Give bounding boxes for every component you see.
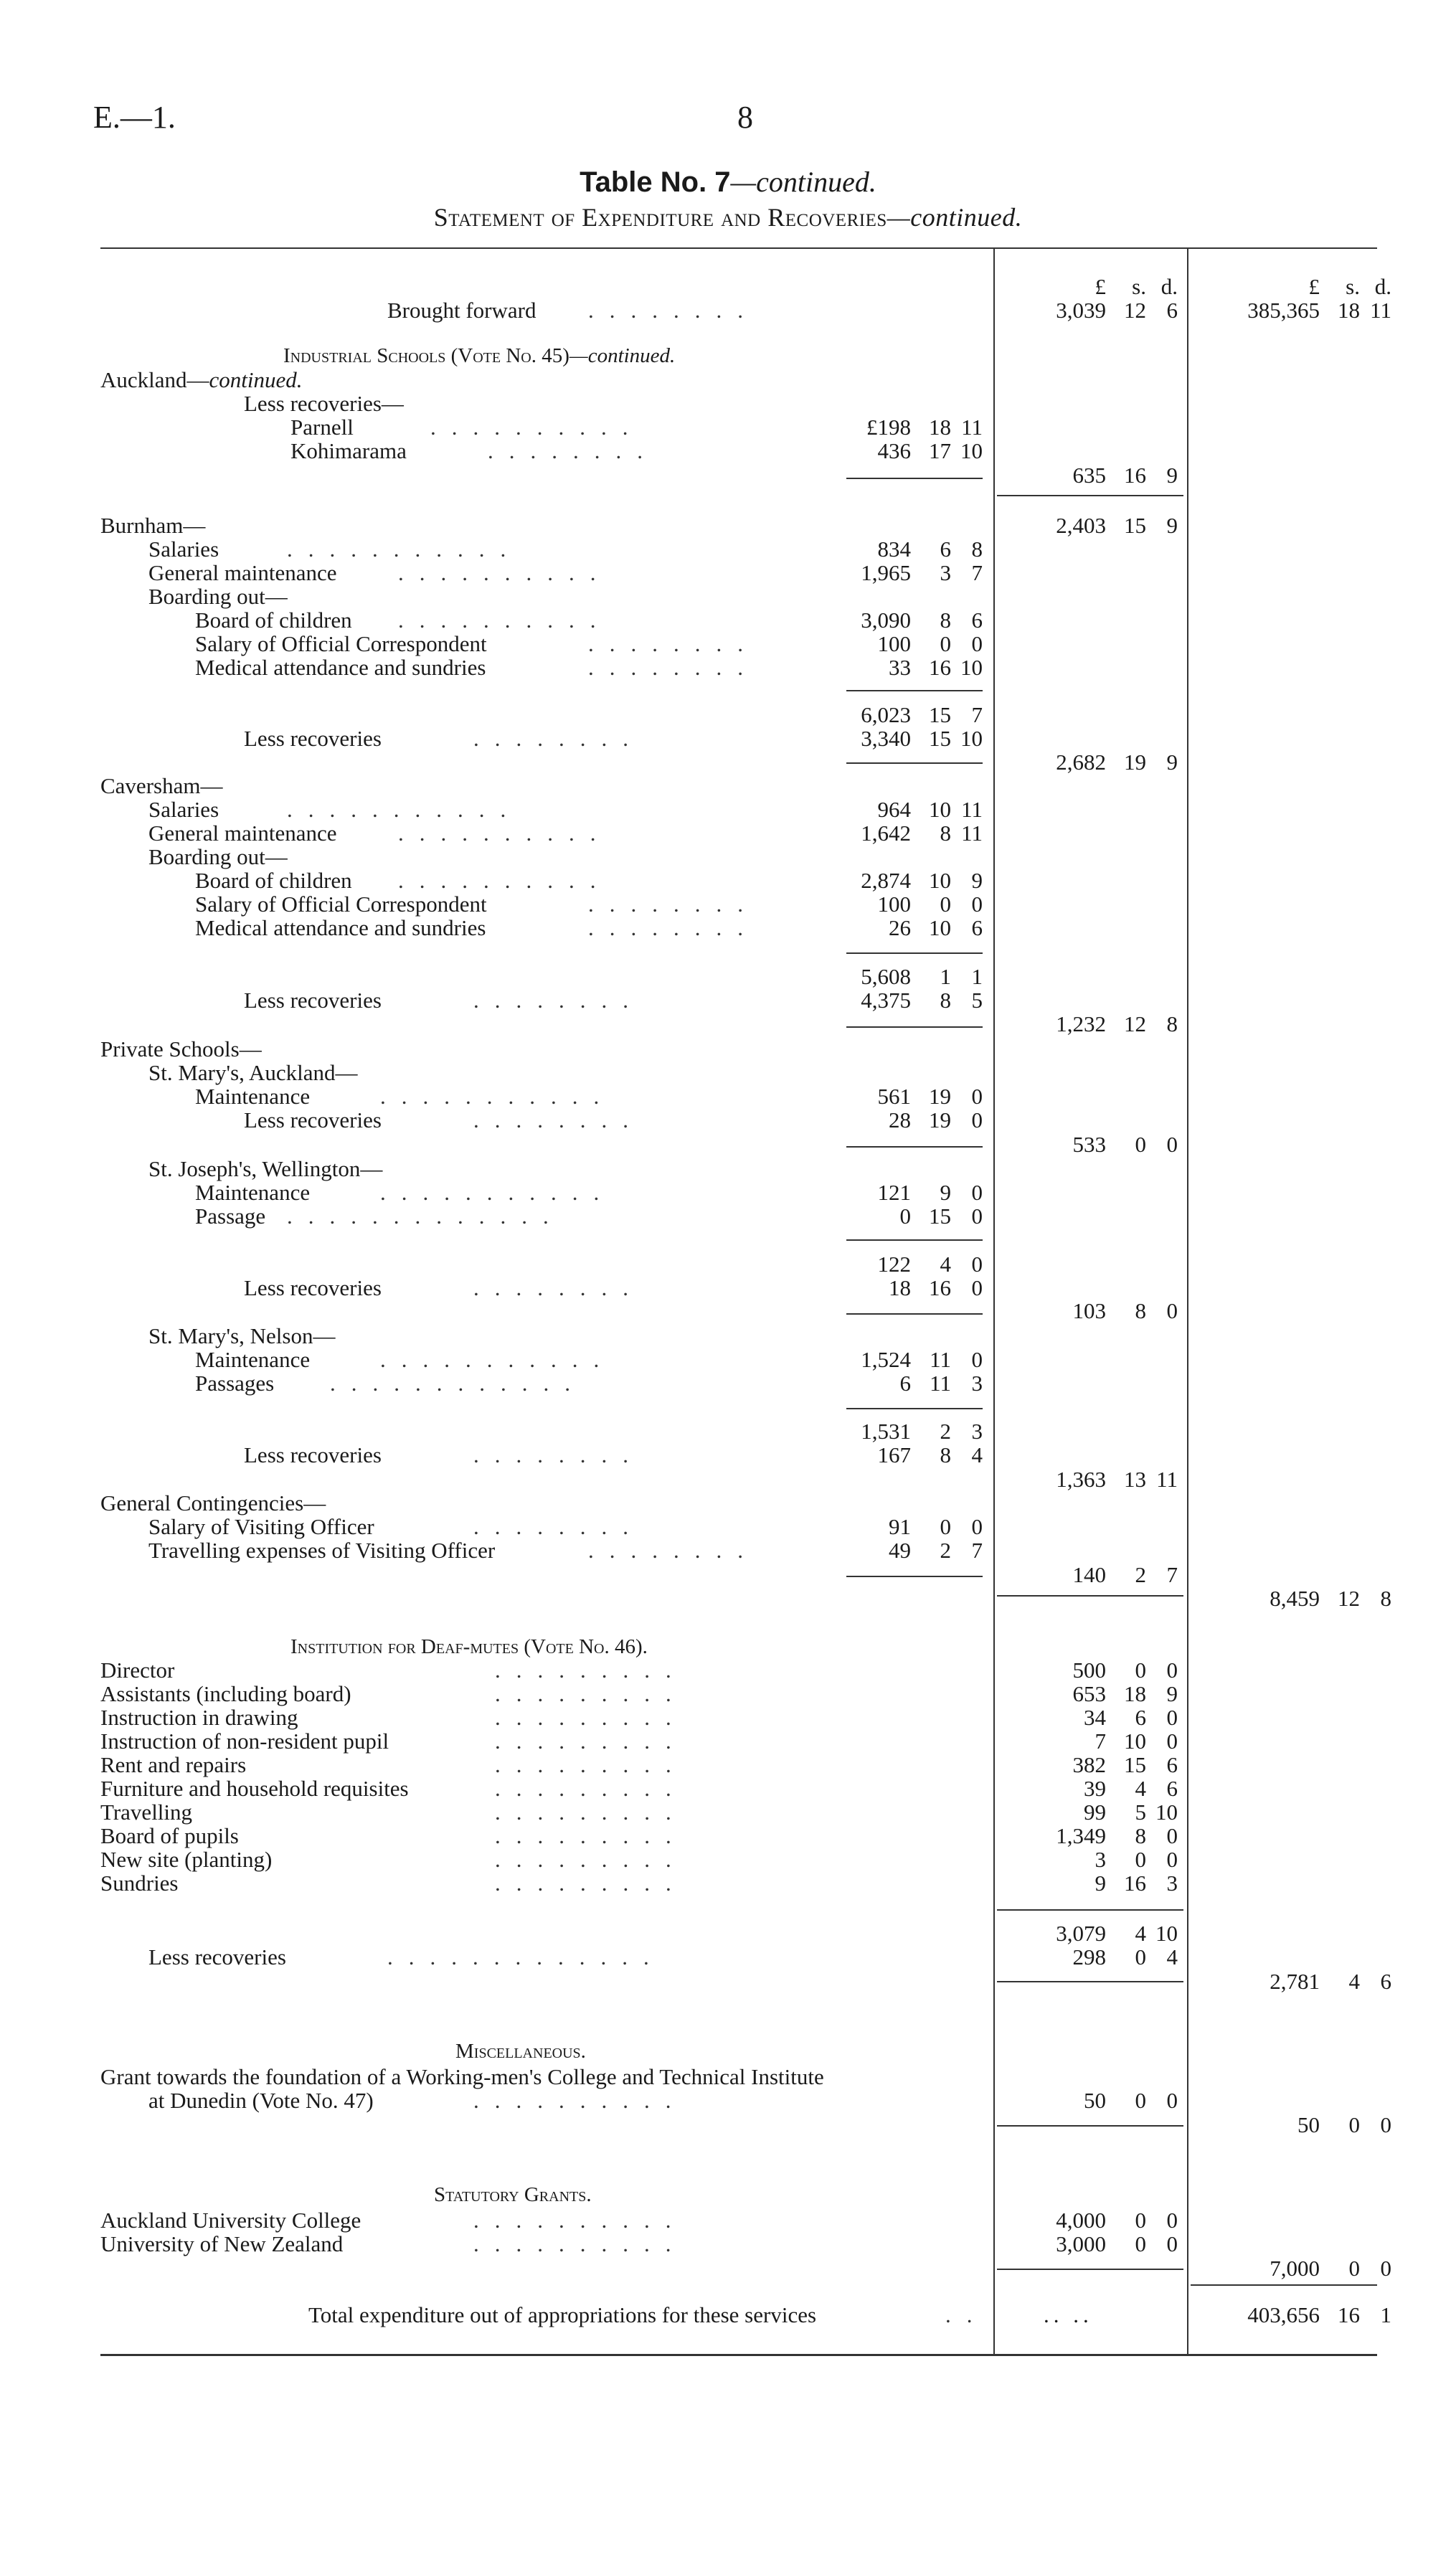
- burnham-net-row: 2,682 19 9: [1056, 749, 1178, 775]
- deaf-item-row: Sundries ......... 9 16 3: [100, 1871, 1178, 1896]
- industrial-section-total-row: 8,459 12 8: [1270, 1586, 1391, 1611]
- industrial-total-row: 635 16 9: [1072, 463, 1178, 488]
- bottom-rule: [100, 2354, 1377, 2356]
- deaf-less-row: Less recoveries ............. 298 0 4: [148, 1944, 1178, 1969]
- deaf-item-row: Instruction of non-resident pupil ......... 7 10 0: [100, 1729, 1178, 1754]
- grand-total-row: Total expenditure out of appropriations for these services .. .. .. 403,656 16 1: [308, 2302, 1391, 2327]
- deaf-item-row: Assistants (including board) ......... 653 18 9: [100, 1681, 1178, 1706]
- page-number: 8: [737, 100, 753, 135]
- table-title: Table No. 7—continued.: [580, 166, 876, 198]
- deaf-item-row: Rent and repairs ......... 382 15 6: [100, 1752, 1178, 1777]
- deaf-item-row: Furniture and household requisites ......... 39 4 6: [100, 1776, 1178, 1801]
- brought-forward-row: Brought forward ........ 3,039 12 6 385,365 18 11: [387, 298, 1391, 323]
- deaf-item-row: New site (planting) ......... 3 0 0: [100, 1847, 1178, 1872]
- deaf-item-row: Director ......... 500 0 0: [100, 1657, 1178, 1683]
- document-reference: E.—1.: [93, 100, 176, 135]
- currency-header-b: £ s. d.: [1095, 274, 1178, 299]
- parnell-row: Parnell .......... £198 18 11: [290, 415, 983, 440]
- kohimarama-row: Kohimarama ........ 436 17 10: [290, 438, 983, 463]
- misc-grant-row: at Dunedin (Vote No. 47) .......... 50 0 0: [148, 2088, 1178, 2113]
- industrial-heading: Industrial Schools (Vote No. 45)—continued.: [283, 344, 676, 367]
- top-rule: [100, 247, 1377, 249]
- deaf-heading: Institution for Deaf-mutes (Vote No. 46).: [290, 1635, 648, 1658]
- statement-title: Statement of Expenditure and Recoveries—continued.: [433, 203, 1023, 232]
- deaf-item-row: Instruction in drawing ......... 34 6 0: [100, 1705, 1178, 1730]
- deaf-net-row: 2,781 4 6: [1270, 1969, 1391, 1994]
- deaf-item-row: Board of pupils ......... 1,349 8 0: [100, 1823, 1178, 1848]
- caversham-net-row: 1,232 12 8: [1056, 1011, 1178, 1036]
- burnham-heading-row: Burnham— 2,403 15 9: [100, 513, 1178, 538]
- currency-header-c: £ s. d.: [1308, 274, 1391, 299]
- deaf-item-row: Travelling ......... 99 5 10: [100, 1800, 1178, 1825]
